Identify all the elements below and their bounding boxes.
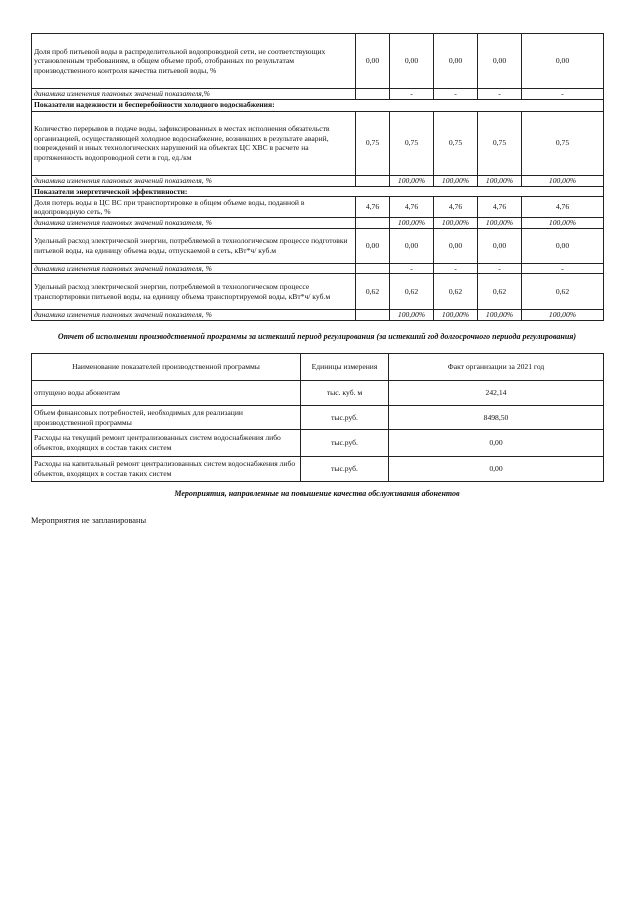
value-cell: - bbox=[522, 89, 604, 100]
value-cell: 0,75 bbox=[478, 111, 522, 175]
value-cell: 0,00 bbox=[390, 34, 434, 89]
value-cell: 0,75 bbox=[434, 111, 478, 175]
value-cell: 100,00% bbox=[390, 218, 434, 229]
indicator-label: Доля потерь воды в ЦС ВС при транспортировке в общем объеме воды, поданной в водопроводную сеть, % bbox=[32, 197, 356, 218]
header-fact: Факт организации за 2021 год bbox=[389, 354, 604, 381]
section-label: Показатели надежности и бесперебойности холодного водоснабжения: bbox=[32, 99, 604, 111]
value-cell: 0,00 bbox=[434, 34, 478, 89]
section-label: Показатели энергетической эффективности: bbox=[32, 186, 604, 197]
value-cell: - bbox=[478, 89, 522, 100]
dynamics-row bbox=[32, 89, 604, 100]
report-row-value: 0,00 bbox=[389, 430, 604, 457]
value-cell: 100,00% bbox=[434, 310, 478, 321]
value-cell: 100,00% bbox=[478, 175, 522, 186]
value-cell: 0,62 bbox=[434, 274, 478, 310]
value-cell: 0,75 bbox=[522, 111, 604, 175]
value-cell: 0,75 bbox=[356, 111, 390, 175]
value-cell: 0,00 bbox=[522, 228, 604, 263]
value-cell: - bbox=[434, 89, 478, 100]
indicator-row bbox=[32, 34, 604, 89]
report-row-name: Расходы на капитальный ремонт централизованных систем водоснабжения либо объектов, входящих в состав таких систем bbox=[32, 457, 301, 482]
dynamics-row bbox=[32, 175, 604, 186]
indicator-row bbox=[32, 197, 604, 218]
value-cell: 4,76 bbox=[434, 197, 478, 218]
value-cell: 0,62 bbox=[390, 274, 434, 310]
report-title: Отчет об исполнении производственной программы за истекший период регулирования (за истекший год долгосрочного периода регулирования) bbox=[57, 332, 577, 341]
report-header-row bbox=[32, 354, 604, 381]
section-row bbox=[32, 99, 604, 111]
value-cell: 0,75 bbox=[390, 111, 434, 175]
value-cell: 4,76 bbox=[522, 197, 604, 218]
report-row-unit: тыс. куб. м bbox=[301, 381, 389, 406]
report-row-value: 0,00 bbox=[389, 457, 604, 482]
value-cell bbox=[356, 89, 390, 100]
value-cell: 100,00% bbox=[434, 175, 478, 186]
value-cell: 100,00% bbox=[390, 175, 434, 186]
indicator-label: Доля проб питьевой воды в распределительной водопроводной сети, не соответствующих установленным требованиям, в общем объеме проб, отобранных по результатам производственного контроля качества питьевой воды, % bbox=[32, 34, 356, 89]
value-cell: 0,00 bbox=[434, 228, 478, 263]
report-row-unit: тыс.руб. bbox=[301, 457, 389, 482]
value-cell: 100,00% bbox=[434, 218, 478, 229]
value-cell: 100,00% bbox=[390, 310, 434, 321]
value-cell bbox=[356, 218, 390, 229]
report-row-name: Расходы на текущий ремонт централизованных систем водоснабжения либо объектов, входящих в состав таких систем bbox=[32, 430, 301, 457]
report-row bbox=[32, 381, 604, 406]
dynamics-label: динамика изменения плановых значений показателя, % bbox=[32, 310, 356, 321]
value-cell: 0,00 bbox=[478, 228, 522, 263]
value-cell: 0,00 bbox=[356, 34, 390, 89]
value-cell: 4,76 bbox=[478, 197, 522, 218]
header-unit: Единицы измерения bbox=[301, 354, 389, 381]
value-cell: 0,00 bbox=[390, 228, 434, 263]
indicators-table bbox=[31, 33, 604, 321]
report-row bbox=[32, 406, 604, 430]
indicator-label: Удельный расход электрической энергии, потребляемой в технологическом процессе транспортировки питьевой воды, на единицу объема транспортируемой воды, кВт*ч/ куб.м bbox=[32, 274, 356, 310]
indicator-row bbox=[32, 274, 604, 310]
value-cell: 100,00% bbox=[478, 218, 522, 229]
dynamics-label: динамика изменения плановых значений показателя, % bbox=[32, 175, 356, 186]
value-cell: 0,00 bbox=[356, 228, 390, 263]
report-row-unit: тыс.руб. bbox=[301, 430, 389, 457]
indicator-label: Удельный расход электрической энергии, потребляемой в технологическом процессе подготовки питьевой воды, на единицу объема воды, отпускаемой в сеть, кВт*ч/ куб.м bbox=[32, 228, 356, 263]
report-table bbox=[31, 353, 604, 482]
value-cell bbox=[356, 310, 390, 321]
indicator-row bbox=[32, 228, 604, 263]
dynamics-row bbox=[32, 218, 604, 229]
value-cell: - bbox=[434, 263, 478, 274]
measures-title: Мероприятия, направленные на повышение качества обслуживания абонентов bbox=[174, 489, 460, 498]
value-cell: - bbox=[478, 263, 522, 274]
value-cell bbox=[356, 175, 390, 186]
report-row-name: отпущено воды абонентам bbox=[32, 381, 301, 406]
dynamics-label: динамика изменения плановых значений показателя, % bbox=[32, 263, 356, 274]
value-cell: 4,76 bbox=[356, 197, 390, 218]
measures-note: Мероприятия не запланированы bbox=[31, 516, 147, 525]
value-cell: 0,00 bbox=[478, 34, 522, 89]
value-cell: - bbox=[390, 89, 434, 100]
indicator-label: Количество перерывов в подаче воды, зафиксированных в местах исполнения обязательств организацией, осуществляющей холодное водоснабжение, возникших в результате аварий, повреждений и иных технологических нарушений на объектах ЦС ХВС в расчете на протяженность водопроводной сети в год, ед./км bbox=[32, 111, 356, 175]
value-cell: 0,62 bbox=[522, 274, 604, 310]
value-cell: 0,62 bbox=[356, 274, 390, 310]
value-cell: 0,62 bbox=[478, 274, 522, 310]
report-row-name: Объем финансовых потребностей, необходимых для реализации производственной программы bbox=[32, 406, 301, 430]
value-cell: - bbox=[390, 263, 434, 274]
dynamics-row bbox=[32, 310, 604, 321]
dynamics-label: динамика изменения плановых значений показателя, % bbox=[32, 218, 356, 229]
value-cell: 4,76 bbox=[390, 197, 434, 218]
value-cell: - bbox=[522, 263, 604, 274]
dynamics-label: динамика изменения плановых значений показателя,% bbox=[32, 89, 356, 100]
report-row-value: 8498,50 bbox=[389, 406, 604, 430]
report-row bbox=[32, 430, 604, 457]
report-row-value: 242,14 bbox=[389, 381, 604, 406]
header-indicator-name: Наименование показателей производственной программы bbox=[32, 354, 301, 381]
report-row bbox=[32, 457, 604, 482]
value-cell bbox=[356, 263, 390, 274]
value-cell: 100,00% bbox=[522, 218, 604, 229]
value-cell: 100,00% bbox=[478, 310, 522, 321]
value-cell: 0,00 bbox=[522, 34, 604, 89]
value-cell: 100,00% bbox=[522, 310, 604, 321]
report-row-unit: тыс.руб. bbox=[301, 406, 389, 430]
dynamics-row bbox=[32, 263, 604, 274]
section-row bbox=[32, 186, 604, 197]
value-cell: 100,00% bbox=[522, 175, 604, 186]
indicator-row bbox=[32, 111, 604, 175]
